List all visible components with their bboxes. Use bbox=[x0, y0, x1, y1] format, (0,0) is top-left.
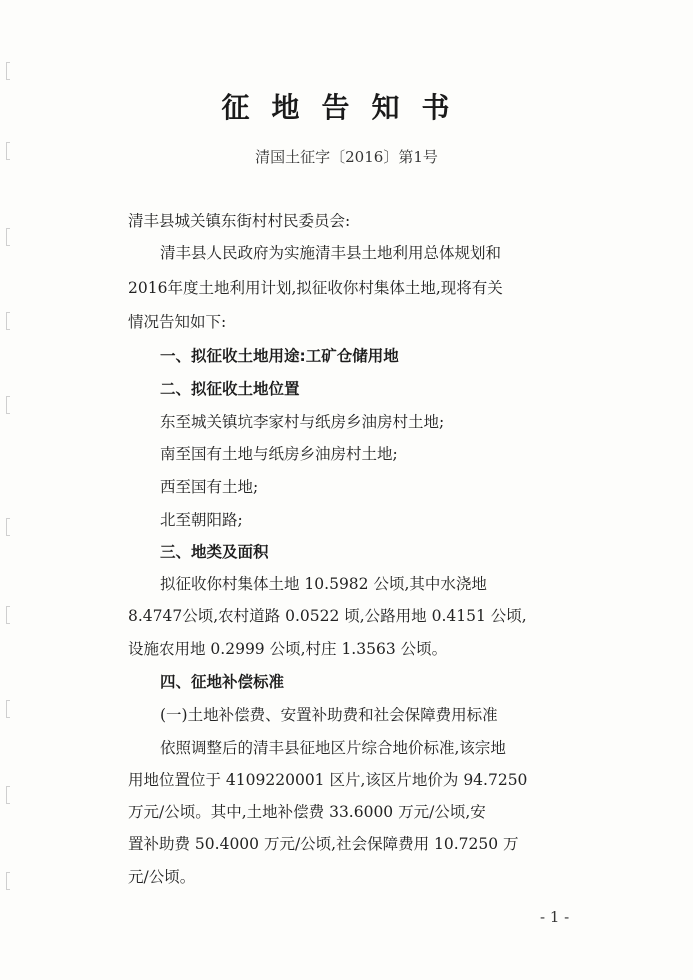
location-line: 东至城关镇坑李家村与纸房乡油房村土地; bbox=[160, 413, 445, 431]
compensation-line: 用地位置位于 4109220001 区片,该区片地价为 94.7250 bbox=[128, 771, 528, 789]
binding-mark bbox=[6, 518, 10, 536]
location-line: 南至国有土地与纸房乡油房村土地; bbox=[160, 445, 398, 463]
location-line: 西至国有土地; bbox=[160, 478, 259, 496]
page-number: - 1 - bbox=[540, 908, 570, 926]
compensation-line: 万元/公顷。其中,土地补偿费 33.6000 万元/公顷,安 bbox=[128, 803, 486, 821]
section-heading-compensation: 四、征地补偿标准 bbox=[160, 673, 285, 691]
binding-mark bbox=[6, 62, 10, 80]
binding-mark bbox=[6, 312, 10, 330]
intro-line: 清丰县人民政府为实施清丰县土地利用总体规划和 bbox=[160, 244, 502, 262]
section-heading-location: 二、拟征收土地位置 bbox=[160, 380, 300, 398]
intro-line: 情况告知如下: bbox=[128, 313, 227, 331]
subsection-heading: (一)土地补偿费、安置补助费和社会保障费用标准 bbox=[160, 706, 498, 724]
compensation-line: 依照调整后的清丰县征地区片综合地价标准,该宗地 bbox=[160, 739, 506, 757]
binding-mark bbox=[6, 396, 10, 414]
area-line: 拟征收你村集体土地 10.5982 公顷,其中水浇地 bbox=[160, 575, 487, 593]
binding-mark bbox=[6, 606, 10, 624]
document-title: 征地告知书 bbox=[221, 91, 472, 124]
area-line: 8.4747公顷,农村道路 0.0522 顷,公路用地 0.4151 公顷, bbox=[128, 607, 527, 625]
area-line: 设施农用地 0.2999 公顷,村庄 1.3563 公顷。 bbox=[128, 640, 448, 658]
section-heading-purpose: 一、拟征收土地用途:工矿仓储用地 bbox=[160, 347, 399, 365]
intro-line: 2016年度土地利用计划,拟征收你村集体土地,现将有关 bbox=[128, 279, 503, 297]
binding-mark bbox=[6, 228, 10, 246]
binding-mark bbox=[6, 786, 10, 804]
section-heading-area: 三、地类及面积 bbox=[160, 543, 269, 561]
compensation-line: 元/公顷。 bbox=[128, 868, 196, 886]
compensation-line: 置补助费 50.4000 万元/公顷,社会保障费用 10.7250 万 bbox=[128, 835, 519, 853]
binding-mark bbox=[6, 700, 10, 718]
binding-mark bbox=[6, 872, 10, 890]
addressee: 清丰县城关镇东街村村民委员会: bbox=[128, 212, 351, 230]
location-line: 北至朝阳路; bbox=[160, 511, 243, 529]
document-number: 清国土征字〔2016〕第1号 bbox=[255, 148, 438, 166]
